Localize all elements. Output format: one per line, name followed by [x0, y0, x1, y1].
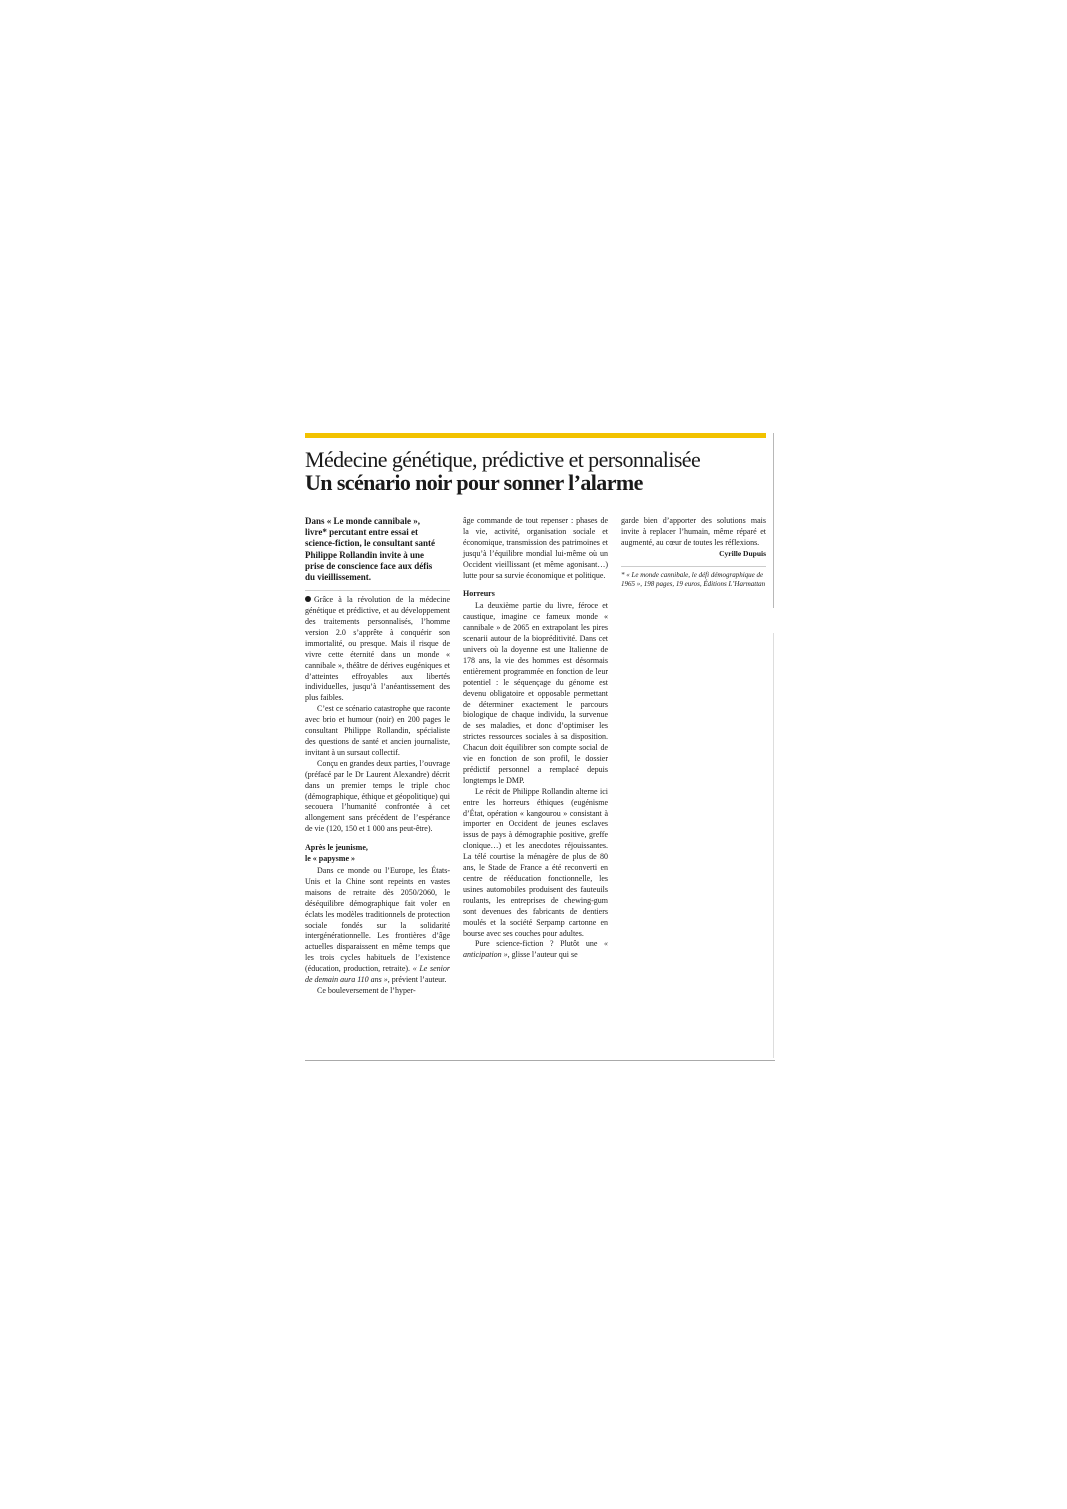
- paragraph: Conçu en grandes deux parties, l’ouvrage (préfacé par le Dr Laurent Alexandre) décrit dans un premier temps le triple choc (démographique, éthique et géopolitique) qui secouera l’humanité confrontée à cet allongement sans précédent de l’espérance de vie (120, 150 et 1 000 ans peut-être).: [305, 758, 450, 834]
- subheading: Après le jeunisme, le « papysme »: [305, 843, 368, 864]
- lead-separator: [305, 590, 450, 591]
- paragraph: Pure science-fiction ? Plutôt une « anticipation », glisse l’auteur qui se: [463, 939, 608, 960]
- footnote: * « Le monde cannibale, le défi démographique de 1965 », 198 pages, 19 euros, Éditions L’Harmattan: [621, 566, 766, 589]
- lead-paragraph: Dans « Le monde cannibale », livre* percutant entre essai et science-fiction, le consultant santé Philippe Rollandin invite à une prise de conscience face aux défis du vieillissement.: [305, 516, 435, 583]
- paragraph: âge commande de tout repenser : phases de la vie, activité, organisation sociale et économique, transmission des patrimoines et jusqu’à l’équilibre mondial lui-même où un Occident vieillissant (et même agonisant…) lutte pour sa survie économique et politique.: [463, 516, 608, 580]
- paragraph: Ce bouleversement de l’hyper-: [317, 985, 416, 995]
- paragraph: Grâce à la révolution de la médecine génétique et prédictive, et au développement des traitements personnalisés, l’homme version 2.0 s’apprête à conquérir son immortalité, ou presque. Mais il risque de vivre cette éternité dans un monde « cannibale », théâtre de dérives eugéniques et d’atteintes effroyables aux libertés individuelles, jusqu’à l’anéantissement des plus faibles.: [305, 595, 450, 703]
- paragraph: La deuxième partie du livre, féroce et caustique, imagine ce fameux monde « cannibale » de 2065 en extrapolant les pires scenarii autour de la biopréditivité. Dans cet univers où la doyenne est une Italienne de 178 ans, la vie des hommes est désormais entièrement programmée en fonction de leur potentiel : le séquençage du génome est devenu obligatoire et opposable permettant de déterminer exactement le parcours biologique de chaque individu, la survenue de ses maladies, et donc d’optimiser les strictes ressources sociales à sa disposition. Chacun doit équilibrer son compte social de vie en fonction de son profil, le dossier prédictif personnel a remplacé depuis longtemps le DMP.: [463, 601, 608, 785]
- article: [305, 433, 775, 1063]
- author-signature: Cyrille Dupuis: [719, 548, 766, 558]
- paragraph: Le récit de Philippe Rollandin alterne ici entre les horreurs éthiques (eugénisme d’État, opération « kangourou » consistant à importer en Occident de jeunes esclaves issus de pays à démographie positive, greffe clonique…) et les anecdotes réjouissantes. La télé courtise la ménagère de plus de 80 ans, le Stade de France a été reconverti en centre de rééducation fonctionnelle, les usines automobiles produisent des fauteuils roulants, les entreprises de chewing-gum sont devenues des fabricants de dentiers moulés et la société Serpamp cartonne en bourse avec ses couches pour adultes.: [463, 786, 608, 938]
- bullet-icon: [305, 596, 311, 602]
- headline-overline: Médecine génétique, prédictive et personnalisée: [305, 447, 701, 472]
- quote: « Le senior de demain aura 110 ans »: [305, 964, 451, 985]
- headline-main: Un scénario noir pour sonner l’alarme: [305, 470, 643, 495]
- column-rule-lower: [773, 633, 774, 1058]
- column-1: [305, 516, 450, 997]
- paragraph: garde bien d’apporter des solutions mais invite à replacer l’humain, même réparé et augmenté, au cœur de toutes les réflexions.: [621, 516, 766, 547]
- column-2: [463, 516, 608, 961]
- column-3: [621, 516, 766, 589]
- quote: « anticipation »: [463, 939, 608, 960]
- bottom-rule: [305, 1060, 775, 1061]
- accent-bar: [305, 433, 766, 438]
- paragraph: C’est ce scénario catastrophe que raconte avec brio et humour (noir) en 200 pages le consultant Philippe Rollandin, spécialiste des questions de santé et ancien journaliste, invitant à un sursaut collectif.: [305, 704, 450, 757]
- subheading: Horreurs: [463, 589, 495, 599]
- paragraph: Dans ce monde ou l’Europe, les États-Unis et la Chine sont repeints en vastes maisons de retraite dès 2050/2060, le déséquilibre démographique fait voler en éclats les modèles traditionnels de protection sociale fondés sur la solidarité intergénérationnelle. Les frontières d’âge actuelles disparaissent en même temps que les trois cycles habituels de l’existence (éducation, production, retraite). « Le senior de demain aura 110 ans », prévient l’auteur.: [305, 865, 451, 985]
